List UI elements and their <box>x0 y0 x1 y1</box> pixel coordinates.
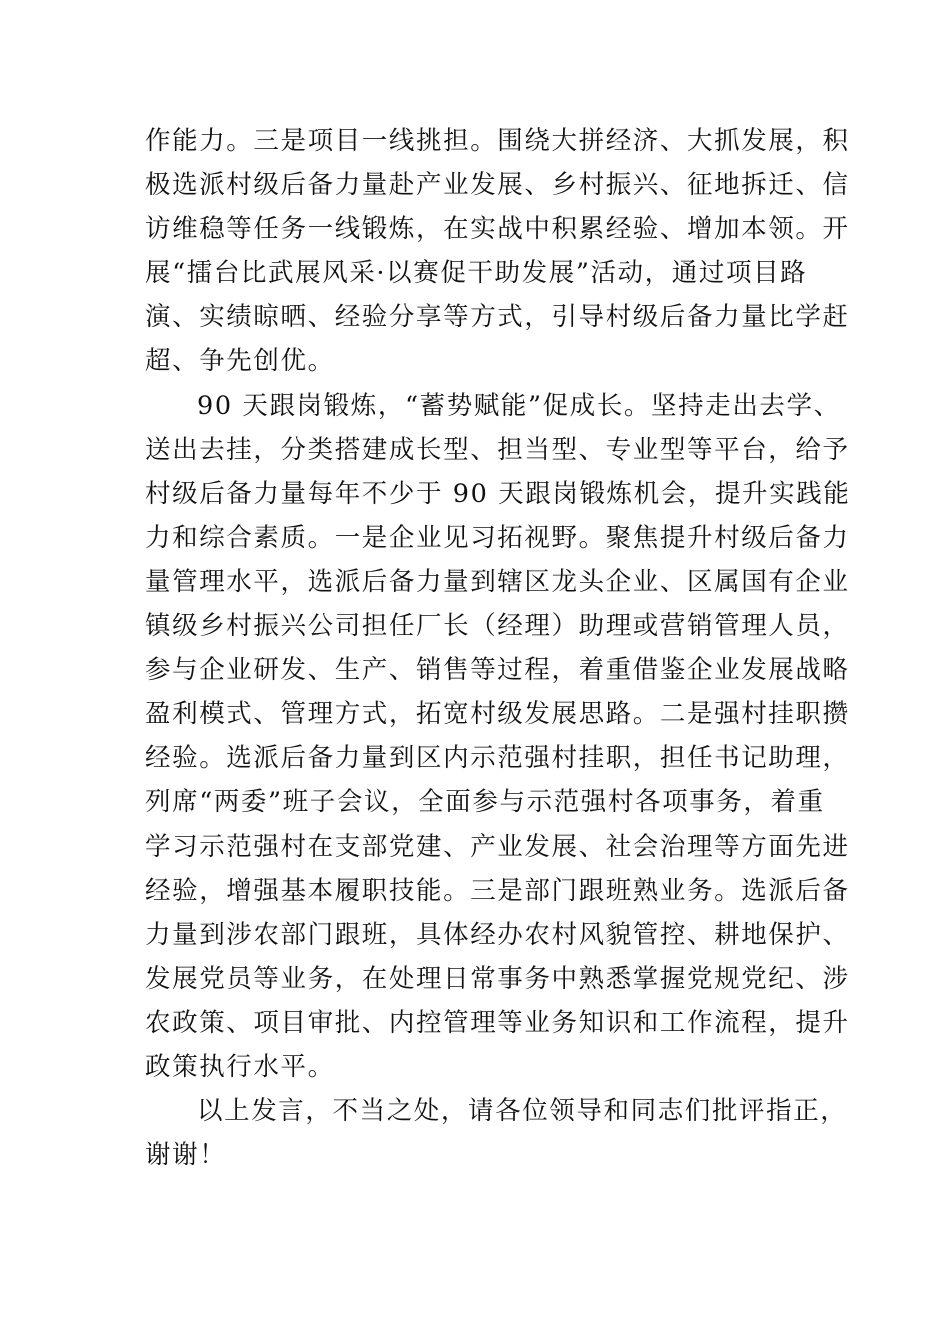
text-line: 农政策、项目审批、内控管理等业务知识和工作流程，提升 <box>145 1007 850 1038</box>
text-line: 经验。选派后备力量到区内示范强村挂职，担任书记助理， <box>145 743 850 774</box>
text-line: 送出去挂，分类搭建成长型、担当型、专业型等平台，给予 <box>145 434 850 465</box>
text-line: 作能力。三是项目一线挑担。围绕大拼经济、大抓发展，积 <box>145 126 850 156</box>
text-line: 发展党员等业务，在处理日常事务中熟悉掌握党规党纪、涉 <box>145 963 850 994</box>
text-line: 谢谢！ <box>145 1140 227 1171</box>
text-line: 村级后备力量每年不少于 90 天跟岗锻炼机会，提升实践能 <box>145 478 851 509</box>
paragraph-1 <box>145 119 850 384</box>
text-line: 以上发言，不当之处，请各位领导和同志们批评指正， <box>197 1096 848 1127</box>
text-line: 列席“两委”班子会议，全面参与示范强村各项事务，着重 <box>145 787 825 818</box>
text-line: 量管理水平，选派后备力量到辖区龙头企业、区属国有企业 <box>145 566 850 597</box>
text-line: 超、争先创优。 <box>145 346 335 377</box>
text-line: 展“擂台比武展风采·以赛促干助发展”活动，通过项目路 <box>145 258 808 289</box>
text-line: 政策执行水平。 <box>145 1051 335 1082</box>
text-line: 力量到涉农部门跟班，具体经办农村风貌管控、耕地保护、 <box>145 919 850 950</box>
text-line: 盈利模式、管理方式，拓宽村级发展思路。二是强村挂职攒 <box>145 699 850 730</box>
text-line: 经验，增强基本履职技能。三是部门跟班熟业务。选派后备 <box>145 875 850 906</box>
text-line: 90 天跟岗锻炼，“蓄势赋能”促成长。坚持走出去学、 <box>197 390 841 421</box>
paragraph-2 <box>145 384 851 1090</box>
text-line: 学习示范强村在支部党建、产业发展、社会治理等方面先进 <box>145 831 850 862</box>
text-line: 镇级乡村振兴公司担任厂长（经理）助理或营销管理人员， <box>145 611 850 642</box>
text-line: 极选派村级后备力量赴产业发展、乡村振兴、征地拆迁、信 <box>145 170 850 201</box>
paragraph-3 <box>145 1089 848 1177</box>
text-line: 力和综合素质。一是企业见习拓视野。聚焦提升村级后备力 <box>145 522 850 553</box>
text-line: 演、实绩晾晒、经验分享等方式，引导村级后备力量比学赶 <box>145 302 850 333</box>
text-line: 访维稳等任务一线锻炼，在实战中积累经验、增加本领。开 <box>145 214 850 245</box>
text-line: 参与企业研发、生产、销售等过程，着重借鉴企业发展战略 <box>145 655 850 686</box>
document-body <box>145 119 851 1177</box>
